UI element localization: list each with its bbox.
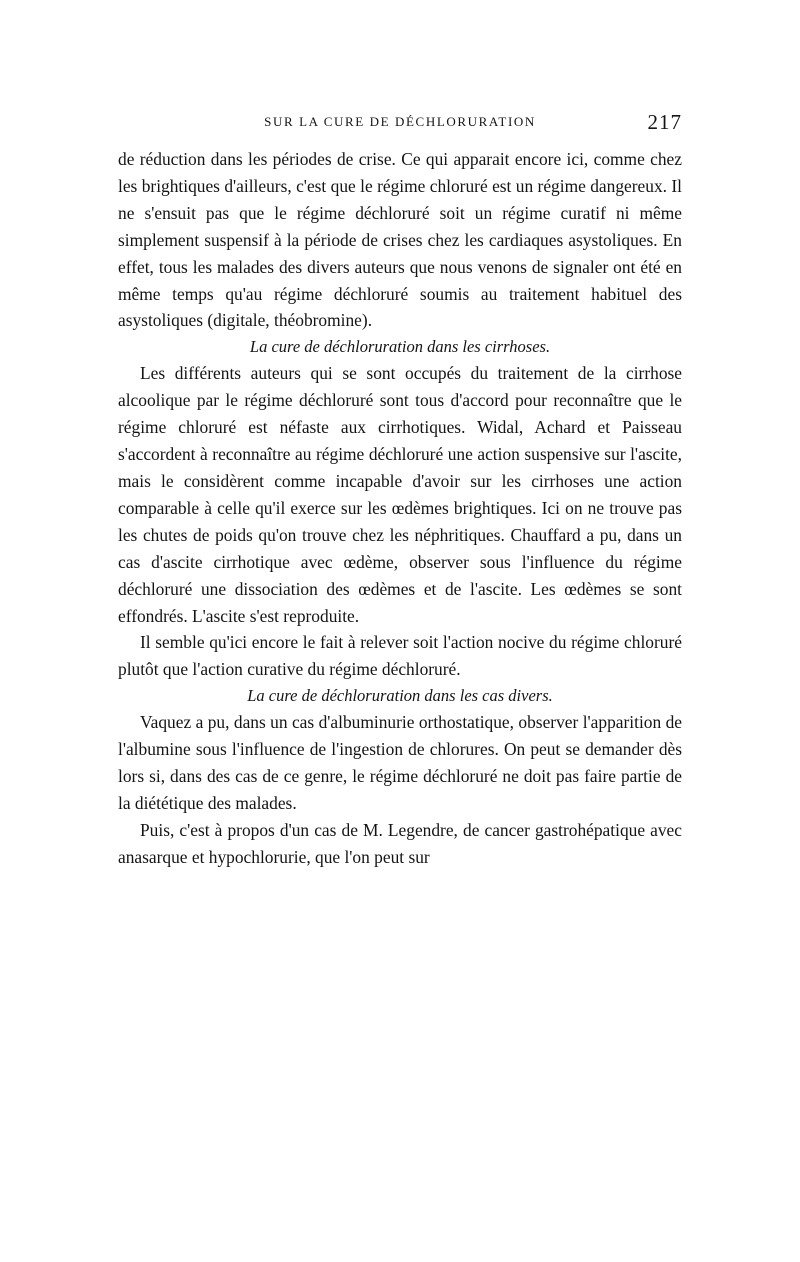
running-header [118,110,682,140]
body-text [118,146,682,871]
paragraph-1: de réduction dans les périodes de crise. Ce qui apparait encore ici, comme chez les brightiques d'ailleurs, c'est que le régime chloruré est un régime dangereux. Il ne s'ensuit pas que le régime déchloruré soit un régime curatif ni même simplement suspensif à la période de crises chez les cardiaques asystoliques. En effet, tous les malades des divers auteurs que nous venons de signaler ont été en même temps qu'au régime déchloruré soumis au traitement habituel des asystoliques (digitale, théobromine). [118,149,682,331]
paragraph-4: Vaquez a pu, dans un cas d'albuminurie orthostatique, observer l'apparition de l'albumine sous l'influence de l'ingestion de chlorures. On peut se demander dès lors si, dans des cas de ce genre, le régime déchloruré ne doit pas faire partie de la diététique des malades. [118,712,682,813]
section-heading-cas-divers: La cure de déchloruration dans les cas divers. [247,686,553,706]
section-heading-cirrhoses: La cure de déchloruration dans les cirrhoses. [249,337,551,357]
paragraph-5: Puis, c'est à propos d'un cas de M. Legendre, de cancer gastrohépatique avec anasarque et hypochlorurie, que l'on peut sur [118,819,682,867]
paragraph-2: Les différents auteurs qui se sont occupés du traitement de la cirrhose alcoolique par le régime déchloruré sont tous d'accord pour reconnaître que le régime chloruré est néfaste aux cirrhotiques. Widal, Achard et Paisseau s'accordent à reconnaître au régime déchloruré une action suspensive sur l'ascite, mais le considèrent comme incapable d'avoir sur les cirrhoses une action comparable à celle qu'il exerce sur les œdèmes brightiques. Ici on ne trouve pas les chutes de poids qu'on trouve chez les néphritiques. Chauffard a pu, dans un cas d'ascite cirrhotique avec œdème, observer sous l'influence du régime déchloruré une dissociation des œdèmes et de l'ascite. Les œdèmes se sont effondrés. L'ascite s'est reproduite. [118,363,682,626]
page-number: 217 [647,110,682,134]
paragraph-3: Il semble qu'ici encore le fait à relever soit l'action nocive du régime chloruré plutôt que l'action curative du régime déchloruré. [118,632,682,680]
running-title: SUR LA CURE DE DÉCHLORURATION [264,114,536,129]
